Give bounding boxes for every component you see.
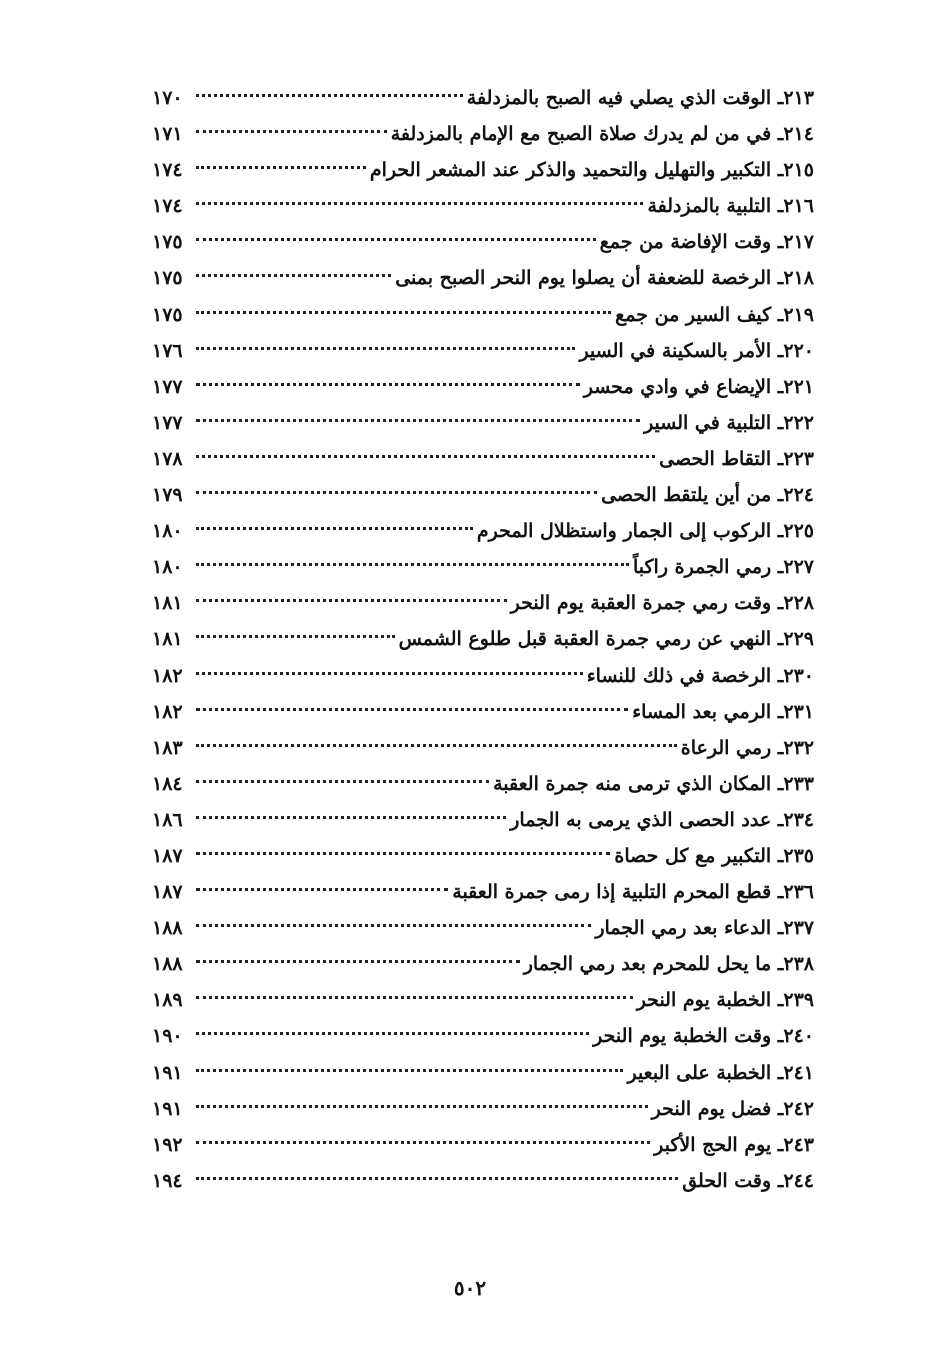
table-of-contents <box>152 80 814 1199</box>
toc-entry-title: ٢٢٩ـ النهي عن رمي جمرة العقبة قبل طلوع الشمس <box>398 628 814 651</box>
dot-leader <box>196 347 575 350</box>
dot-leader <box>196 1177 678 1180</box>
toc-entry-page: ١٩١ <box>152 1097 183 1120</box>
toc-entry-title: ٢٣٢ـ رمي الرعاة <box>680 736 814 759</box>
toc-entry-title: ٢٢١ـ الإيضاع في وادي محسر <box>583 375 814 398</box>
dot-leader <box>196 94 463 97</box>
toc-entry <box>152 946 814 982</box>
dot-leader <box>196 130 387 133</box>
toc-entry-title: ٢٣٤ـ عدد الحصى الذي يرمى به الجمار <box>510 808 814 831</box>
toc-entry <box>152 982 814 1018</box>
dot-leader <box>196 672 583 675</box>
toc-entry-title: ٢٢٠ـ الأمر بالسكينة في السير <box>579 339 814 362</box>
dot-leader <box>196 960 520 963</box>
dot-leader <box>196 238 596 241</box>
toc-entry-page: ١٨٧ <box>152 844 183 867</box>
dot-leader <box>196 1032 589 1035</box>
toc-entry-title: ٢٣٩ـ الخطبة يوم النحر <box>636 989 814 1012</box>
toc-entry <box>152 513 814 549</box>
toc-entry-page: ١٧٤ <box>152 159 183 182</box>
toc-entry <box>152 874 814 910</box>
toc-entry-page: ١٨٠ <box>152 556 183 579</box>
toc-entry-title: ٢٤٣ـ يوم الحج الأكبر <box>654 1133 814 1156</box>
dot-leader <box>196 311 611 314</box>
dot-leader <box>196 1141 650 1144</box>
dot-leader <box>196 491 597 494</box>
toc-entry <box>152 549 814 585</box>
toc-entry-page: ١٩٤ <box>152 1169 183 1192</box>
toc-entry-page: ١٧٠ <box>152 87 183 109</box>
toc-entry <box>152 802 814 838</box>
toc-entry <box>152 910 814 946</box>
dot-leader <box>196 780 489 783</box>
toc-entry-page: ١٨٣ <box>152 736 183 759</box>
toc-entry-page: ١٧٥ <box>152 231 183 254</box>
toc-entry-page: ١٨٦ <box>152 808 183 831</box>
dot-leader <box>196 816 506 819</box>
toc-entry <box>152 1055 814 1091</box>
toc-entry-page: ١٨١ <box>152 592 183 615</box>
toc-entry-title: ٢١٧ـ وقت الإفاضة من جمع <box>599 231 814 254</box>
toc-entry <box>152 694 814 730</box>
toc-entry <box>152 838 814 874</box>
dot-leader <box>196 888 448 891</box>
toc-entry <box>152 116 814 152</box>
toc-entry-page: ١٨٩ <box>152 989 183 1012</box>
dot-leader <box>196 419 640 422</box>
toc-entry-title: ٢٢٣ـ التقاط الحصى <box>659 447 814 470</box>
toc-entry-page: ١٧٨ <box>152 447 183 470</box>
toc-entry <box>152 405 814 441</box>
dot-leader <box>196 1069 623 1072</box>
toc-entry <box>152 477 814 513</box>
toc-entry-title: ٢٣٧ـ الدعاء بعد رمي الجمار <box>595 917 814 940</box>
toc-entry-title: ٢٢٤ـ من أين يلتقط الحصى <box>601 484 814 507</box>
dot-leader <box>196 708 628 711</box>
toc-entry <box>152 1127 814 1163</box>
dot-leader <box>196 274 391 277</box>
dot-leader <box>196 924 591 927</box>
toc-entry-title: ٢٤١ـ الخطبة على البعير <box>627 1061 814 1084</box>
dot-leader <box>196 202 643 205</box>
toc-entry-page: ١٨٨ <box>152 953 183 976</box>
toc-entry-page: ١٧٩ <box>152 484 183 507</box>
dot-leader <box>196 635 395 638</box>
toc-entry-page: ١٨١ <box>152 628 183 651</box>
dot-leader <box>196 744 677 747</box>
toc-entry-page: ١٨٢ <box>152 700 183 723</box>
toc-entry-page: ١٧٦ <box>152 339 183 362</box>
toc-entry-page: ١٧٥ <box>152 267 183 290</box>
toc-entry-page: ١٧٤ <box>152 195 183 218</box>
toc-entry <box>152 333 814 369</box>
page-number: ٥٠٢ <box>453 1276 487 1300</box>
dot-leader <box>196 383 580 386</box>
toc-entry <box>152 441 814 477</box>
toc-entry <box>152 658 814 694</box>
toc-entry-title: ٢٣٦ـ قطع المحرم التلبية إذا رمى جمرة العقبة <box>452 881 814 904</box>
toc-entry-title: ٢١٩ـ كيف السير من جمع <box>615 303 814 326</box>
toc-entry-title: ٢١٦ـ التلبية بالمزدلفة <box>647 195 814 218</box>
dot-leader <box>196 599 507 602</box>
toc-entry-title: ٢٤٤ـ وقت الحلق <box>682 1169 814 1192</box>
toc-entry <box>152 188 814 224</box>
dot-leader <box>196 166 366 169</box>
toc-entry <box>152 369 814 405</box>
toc-entry <box>152 260 814 296</box>
toc-entry <box>152 224 814 260</box>
toc-entry-title: ٢٢٢ـ التلبية في السير <box>644 411 814 434</box>
toc-entry-title: ٢٣٥ـ التكبير مع كل حصاة <box>614 844 814 867</box>
toc-entry <box>152 1091 814 1127</box>
dot-leader <box>196 455 655 458</box>
toc-entry-title: ٢١٤ـ في من لم يدرك صلاة الصبح مع الإمام بالمزدلفة <box>390 123 814 146</box>
toc-entry-page: ١٧٥ <box>152 303 183 326</box>
toc-entry-title: ٢١٨ـ الرخصة للضعفة أن يصلوا يوم النحر الصبح بمنى <box>395 267 814 290</box>
dot-leader <box>196 852 610 855</box>
toc-entry <box>152 1018 814 1054</box>
toc-entry-page: ١٨٠ <box>152 520 183 543</box>
dot-leader <box>196 563 629 566</box>
toc-entry-page: ١٨٧ <box>152 881 183 904</box>
toc-entry-title: ٢٢٥ـ الركوب إلى الجمار واستظلال المحرم <box>476 520 814 543</box>
toc-entry <box>152 730 814 766</box>
toc-entry-title: ٢٣١ـ الرمي بعد المساء <box>632 700 814 723</box>
dot-leader <box>196 996 633 999</box>
toc-entry <box>152 297 814 333</box>
toc-entry-title: ٢٢٧ـ رمي الجمرة راكباً <box>632 556 814 579</box>
toc-entry <box>152 766 814 802</box>
dot-leader <box>196 527 473 530</box>
toc-entry-page: ١٨٨ <box>152 917 183 940</box>
toc-entry <box>152 152 814 188</box>
toc-entry-page: ١٩٠ <box>152 1025 183 1048</box>
toc-entry-page: ١٨٤ <box>152 772 183 795</box>
toc-entry-title: ٢١٥ـ التكبير والتهليل والتحميد والذكر عند المشعر الحرام <box>369 159 814 182</box>
toc-entry-title: ٢٤٠ـ وقت الخطبة يوم النحر <box>593 1025 814 1048</box>
toc-entry <box>152 1163 814 1199</box>
toc-entry-title: ٢٣٨ـ ما يحل للمحرم بعد رمي الجمار <box>523 953 814 976</box>
toc-entry-page: ١٧٧ <box>152 411 183 434</box>
toc-entry <box>152 80 814 116</box>
dot-leader <box>196 1105 648 1108</box>
toc-entry-title: ٢٣٣ـ المكان الذي ترمى منه جمرة العقبة <box>493 772 814 795</box>
toc-entry-title: ٢٣٠ـ الرخصة في ذلك للنساء <box>586 664 814 687</box>
toc-entry-page: ١٨٢ <box>152 664 183 687</box>
toc-entry-page: ١٧١ <box>152 123 183 146</box>
toc-entry-title: ٢٤٢ـ فضل يوم النحر <box>651 1097 814 1120</box>
toc-entry-page: ١٩١ <box>152 1061 183 1084</box>
toc-entry-title: ٢٢٨ـ وقت رمي جمرة العقبة يوم النحر <box>510 592 814 615</box>
toc-entry-page: ١٩٢ <box>152 1133 183 1156</box>
toc-entry <box>152 585 814 621</box>
toc-entry-title: ٢١٣ـ الوقت الذي يصلي فيه الصبح بالمزدلفة <box>466 87 814 109</box>
toc-entry-page: ١٧٧ <box>152 375 183 398</box>
toc-entry <box>152 621 814 657</box>
